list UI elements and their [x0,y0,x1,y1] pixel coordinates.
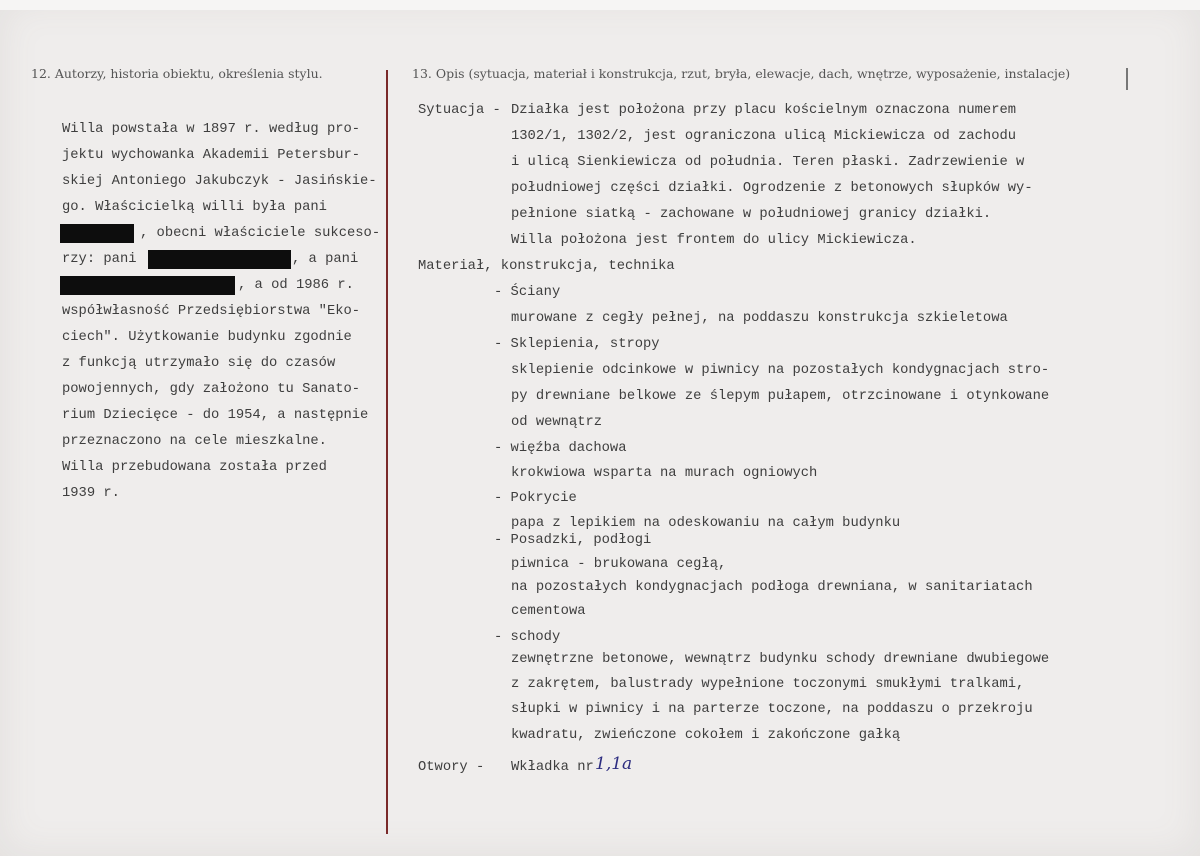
history-line: powojennych, gdy założono tu Sanato- [62,382,361,397]
history-line: , obecni właściciele sukceso- [140,226,381,241]
section-line: na pozostałych kondygnacjach podłoga drewniana, w sanitariatach [511,580,1033,595]
sytuacja-label: Sytuacja - [418,103,501,118]
history-line: rzy: pani [62,252,137,267]
section-line: słupki w piwnicy i na parterze toczone, na poddaszu o przekroju [511,702,1033,717]
section-line: sklepienie odcinkowe w piwnicy na pozostałych kondygnacjach stro- [511,363,1050,378]
history-line: , a od 1986 r. [238,278,354,293]
section-line: papa z lepikiem na odeskowaniu na całym budynku [511,516,901,531]
section-line: krokwiowa wsparta na murach ogniowych [511,466,818,481]
handwritten-insert-number: 1,1a [595,754,633,774]
otwory-label: Otwory - [418,760,485,775]
history-line: Willa przebudowana została przed [62,460,327,475]
history-line: współwłasność Przedsiębiorstwa "Eko- [62,304,361,319]
history-line: Willa powstała w 1897 r. według pro- [62,122,361,137]
section-line: py drewniane belkowe ze ślepym pułapem, otrzcinowane i otynkowane [511,389,1050,404]
section-line: piwnica - brukowana cegłą, [511,557,727,572]
section-title: - schody [494,630,561,645]
section-title: - Sklepienia, stropy [494,337,660,352]
sytuacja-line: i ulicą Sienkiewicza od południa. Teren płaski. Zadrzewienie w [511,155,1025,170]
section-line: od wewnątrz [511,415,603,430]
sytuacja-line: południowej części działki. Ogrodzenie z betonowych słupków wy- [511,181,1033,196]
sytuacja-line: pełnione siatką - zachowane w południowej granicy działki. [511,207,992,222]
history-line: 1939 r. [62,486,120,501]
history-line: z funkcją utrzymało się do czasów [62,356,336,371]
material-heading: Materiał, konstrukcja, technika [418,259,675,274]
redaction-block [60,224,134,243]
sytuacja-line: Willa położona jest frontem do ulicy Mickiewicza. [511,233,917,248]
history-line: go. Właścicielką willi była pani [62,200,327,215]
redaction-block [148,250,291,269]
header-end-mark [1126,68,1128,90]
section-title: - Pokrycie [494,491,577,506]
column-divider [386,70,388,834]
history-line: , a pani [292,252,359,267]
history-line: jektu wychowanka Akademii Petersbur- [62,148,361,163]
section-line: kwadratu, zwieńczone cokołem i zakończone gałką [511,728,901,743]
history-line: skiej Antoniego Jakubczyk - Jasińskie- [62,174,377,189]
section-line: cementowa [511,604,586,619]
history-line: ciech". Użytkowanie budynku zgodnie [62,330,352,345]
section-title: - Ściany [494,285,561,300]
paper-edge [0,0,1200,10]
otwory-text: Wkładka nr [511,760,594,775]
section-line: zewnętrzne betonowe, wewnątrz budynku schody drewniane dwubiegowe [511,652,1050,667]
section-13-header: 13. Opis (sytuacja, materiał i konstrukcja, rzut, bryła, elewacje, dach, wnętrze, wyposażenie, instalacje) [412,66,1071,81]
history-line: rium Dziecięce - do 1954, a następnie [62,408,369,423]
redaction-block [60,276,235,295]
section-line: z zakrętem, balustrady wypełnione toczonymi smukłymi tralkami, [511,677,1025,692]
section-12-header: 12. Autorzy, historia obiektu, określenia stylu. [31,66,323,81]
sytuacja-line: 1302/1, 1302/2, jest ograniczona ulicą Mickiewicza od zachodu [511,129,1017,144]
history-line: przeznaczono na cele mieszkalne. [62,434,327,449]
section-title: - więźba dachowa [494,441,627,456]
section-line: murowane z cegły pełnej, na poddaszu konstrukcja szkieletowa [511,311,1008,326]
section-title: - Posadzki, podłogi [494,533,652,548]
sytuacja-line: Działka jest położona przy placu kościelnym oznaczona numerem [511,103,1017,118]
